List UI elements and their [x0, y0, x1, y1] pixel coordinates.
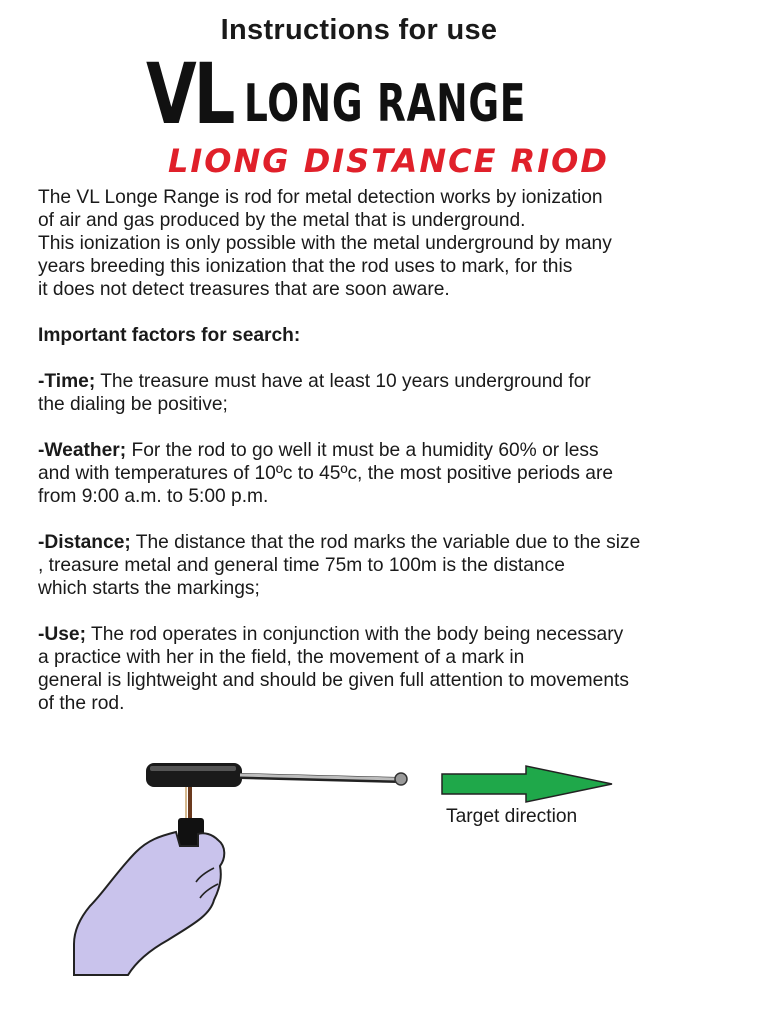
factors-heading: Important factors for search: — [38, 325, 301, 346]
factor-text: from 9:00 a.m. to 5:00 p.m. — [38, 486, 269, 507]
logo-range-text: LONG RANGE — [244, 74, 527, 134]
factor-use — [38, 623, 738, 646]
factor-text: The distance that the rod marks the variable due to the size — [130, 532, 641, 553]
factor-text: a practice with her in the field, the movement of a mark in — [38, 647, 525, 668]
instructions-body — [38, 186, 738, 715]
intro-line: This ionization is only possible with the metal underground by many — [38, 233, 612, 254]
intro-line: it does not detect treasures that are soon aware. — [38, 279, 450, 300]
rod-icon — [146, 763, 407, 846]
intro-line: of air and gas produced by the metal that is underground. — [38, 210, 526, 231]
factor-text: and with temperatures of 10ºc to 45ºc, the most positive periods are — [38, 463, 614, 484]
factor-text: general is lightweight and should be given full attention to movements — [38, 670, 629, 691]
page-title: Instructions for use — [220, 14, 498, 46]
factor-text: For the rod to go well it must be a humidity 60% or less — [126, 440, 599, 461]
factor-label: -Weather; — [38, 440, 127, 461]
logo-subtitle: LIONG DISTANCE RIOD — [168, 142, 609, 180]
factor-text: of the rod. — [38, 693, 125, 714]
factor-text: The rod operates in conjunction with the body being necessary — [85, 624, 624, 645]
rod-usage-illustration — [0, 740, 768, 1024]
factor-label: -Time; — [38, 371, 96, 392]
intro-line: The VL Longe Range is rod for metal detection works by ionization — [38, 187, 603, 208]
factor-weather — [38, 439, 738, 462]
factor-distance — [38, 531, 738, 554]
factor-time — [38, 370, 738, 393]
factor-label: -Distance; — [38, 532, 131, 553]
factor-text: The treasure must have at least 10 years underground for — [95, 371, 591, 392]
product-logo — [146, 45, 527, 143]
target-direction-label: Target direction — [446, 806, 578, 827]
factor-text: which starts the markings; — [38, 578, 260, 599]
hand-icon — [74, 832, 224, 975]
factor-label: -Use; — [38, 624, 86, 645]
logo-vl-text: VL — [146, 45, 233, 143]
arrow-right-icon — [442, 766, 612, 802]
intro-line: years breeding this ionization that the rod uses to mark, for this — [38, 256, 573, 277]
factor-text: , treasure metal and general time 75m to 100m is the distance — [38, 555, 565, 576]
factor-text: the dialing be positive; — [38, 394, 228, 415]
